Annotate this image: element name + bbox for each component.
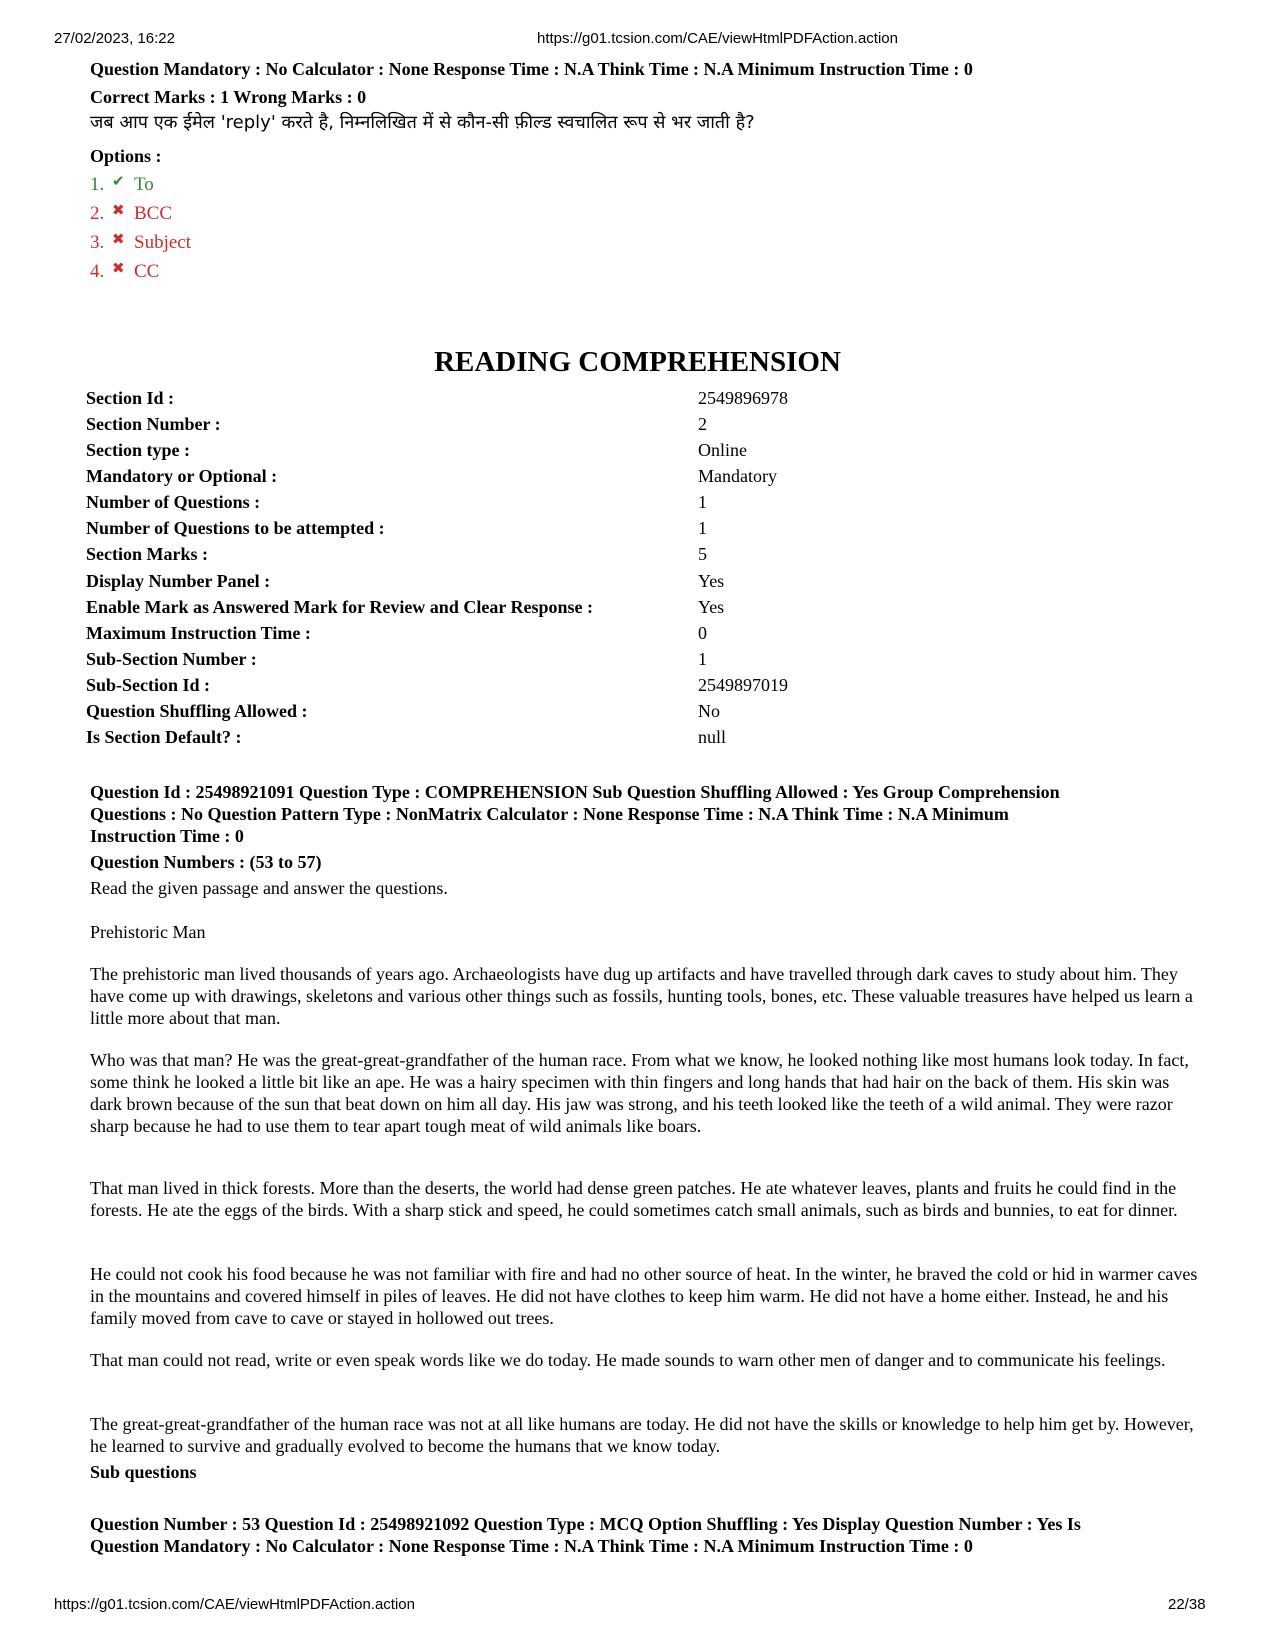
passage-paragraph: That man lived in thick forests. More than the deserts, the world had dense green patches. He ate whatever leaves, plants and fruits he could find in the forests. He ate the eggs of the birds. With a sharp stick and speed, he could sometimes catch small animals, such as birds and bunnies, to eat for dinner. [90,1178,1178,1220]
passage-paragraph: Who was that man? He was the great-great-grandfather of the human race. From what we know, he looked nothing like most humans look today. In fact, some think he looked a little bit like an ape. He was a hairy specimen with thin fingers and long hands that had hair on the back of them. His skin was dark brown because of the sun that beat down on him all day. His jaw was strong, and his teeth looked like the teeth of a wild animal. They were razor sharp because he had to use them to tear apart tough meat of wild animals like boars. [90,1050,1189,1136]
passage-paragraph: The prehistoric man lived thousands of years ago. Archaeologists have dug up artifacts and have travelled through dark caves to study about him. They have come up with drawings, skeletons and various other things such as fossils, hunting tools, bones, etc. These valuable treasures have helped us learn a little more about that man. [90,964,1193,1028]
section-row [86,727,1186,753]
option-4 [90,261,159,283]
row-label: Display Number Panel : [86,571,271,591]
row-value: 1 [698,518,707,538]
row-value: Yes [698,597,725,617]
row-label: Maximum Instruction Time : [86,623,311,643]
row-value: Mandatory [698,466,777,486]
row-value: 1 [698,492,707,512]
instruction-text: Read the given passage and answer the questions. [90,878,448,898]
comprehension-meta: Questions : No Question Pattern Type : NonMatrix Calculator : None Response Time : N.A Think Time : N.A Minimum [90,804,1009,824]
question-numbers: Question Numbers : (53 to 57) [90,852,322,872]
row-value: 1 [698,649,707,669]
option-number: 2. [90,203,105,224]
row-label: Sub-Section Number : [86,649,257,669]
section-row [86,571,1186,597]
section-row [86,440,1186,466]
section-row [86,675,1186,701]
row-label: Section Number : [86,414,221,434]
page-number: 22/38 [1168,1596,1206,1613]
row-label: Number of Questions : [86,492,261,512]
row-value: Yes [698,571,725,591]
section-row [86,701,1186,727]
comprehension-meta: Instruction Time : 0 [90,826,244,846]
passage-paragraph: That man could not read, write or even speak words like we do today. He made sounds to warn other men of danger and to communicate his feelings. [90,1350,1166,1370]
row-label: Mandatory or Optional : [86,466,278,486]
row-label: Question Shuffling Allowed : [86,701,308,721]
print-url: https://g01.tcsion.com/CAE/viewHtmlPDFAction.action [537,30,898,47]
section-row [86,518,1186,544]
passage-title: Prehistoric Man [90,922,206,942]
row-label: Enable Mark as Answered Mark for Review and Clear Response : [86,597,593,617]
row-value: 2549897019 [698,675,788,695]
cross-icon: ✖ [112,230,125,248]
option-number: 1. [90,174,105,195]
row-value: 2 [698,414,707,434]
passage-paragraph: The great-great-grandfather of the human race was not at all like humans are today. He did not have the skills or knowledge to help him get by. However, he learned to survive and gradually evolved to become the humans that we know today. [90,1414,1194,1456]
option-3 [90,232,191,254]
row-value: Online [698,440,747,460]
question-text: जब आप एक ईमेल 'reply' करते है, निम्नलिखित में से कौन-सी फ़ील्ड स्वचालित रूप से भर जाती है? [90,112,755,133]
footer-url: https://g01.tcsion.com/CAE/viewHtmlPDFAction.action [54,1596,415,1613]
row-label: Number of Questions to be attempted : [86,518,385,538]
section-row [86,597,1186,623]
option-label: BCC [134,203,173,224]
option-2 [90,203,172,225]
check-icon: ✔ [112,172,125,190]
option-label: To [134,174,154,195]
row-label: Section Id : [86,388,175,408]
cross-icon: ✖ [112,259,125,277]
row-value: null [698,727,727,747]
row-label: Is Section Default? : [86,727,242,747]
option-number: 4. [90,261,105,282]
comprehension-meta: Question Id : 25498921091 Question Type : COMPREHENSION Sub Question Shuffling Allowed : Yes Group Comprehension [90,782,1060,802]
cross-icon: ✖ [112,201,125,219]
row-label: Section type : [86,440,190,460]
next-question-meta: Question Number : 53 Question Id : 25498921092 Question Type : MCQ Option Shuffling : Yes Display Question Number : Yes Is [90,1514,1081,1534]
question-meta: Question Mandatory : No Calculator : None Response Time : N.A Think Time : N.A Minimum Instruction Time : 0 [90,59,973,79]
option-label: Subject [134,232,191,253]
section-row [86,466,1186,492]
passage-paragraph: He could not cook his food because he was not familiar with fire and had no other source of heat. In the winter, he braved the cold or hid in warmer caves in the mountains and covered himself in piles of leaves. He did not have clothes to keep him warm. He did not have a home either. Instead, he and his family moved from cave to cave or stayed in hollowed out trees. [90,1264,1198,1328]
row-value: 2549896978 [698,388,788,408]
section-row [86,649,1186,675]
options-label: Options : [90,146,162,166]
section-title: READING COMPREHENSION [434,346,841,378]
next-question-meta: Question Mandatory : No Calculator : None Response Time : N.A Think Time : N.A Minimum Instruction Time : 0 [90,1536,973,1556]
row-value: No [698,701,720,721]
marks-meta: Correct Marks : 1 Wrong Marks : 0 [90,87,367,107]
sub-questions-label: Sub questions [90,1462,197,1482]
section-row [86,544,1186,570]
option-number: 3. [90,232,105,253]
row-value: 5 [698,544,707,564]
row-value: 0 [698,623,707,643]
option-1 [90,174,154,196]
section-row [86,623,1186,649]
section-row [86,414,1186,440]
option-label: CC [134,261,160,282]
row-label: Sub-Section Id : [86,675,211,695]
section-row [86,492,1186,518]
section-row [86,388,1186,414]
row-label: Section Marks : [86,544,208,564]
print-datetime: 27/02/2023, 16:22 [54,30,175,47]
